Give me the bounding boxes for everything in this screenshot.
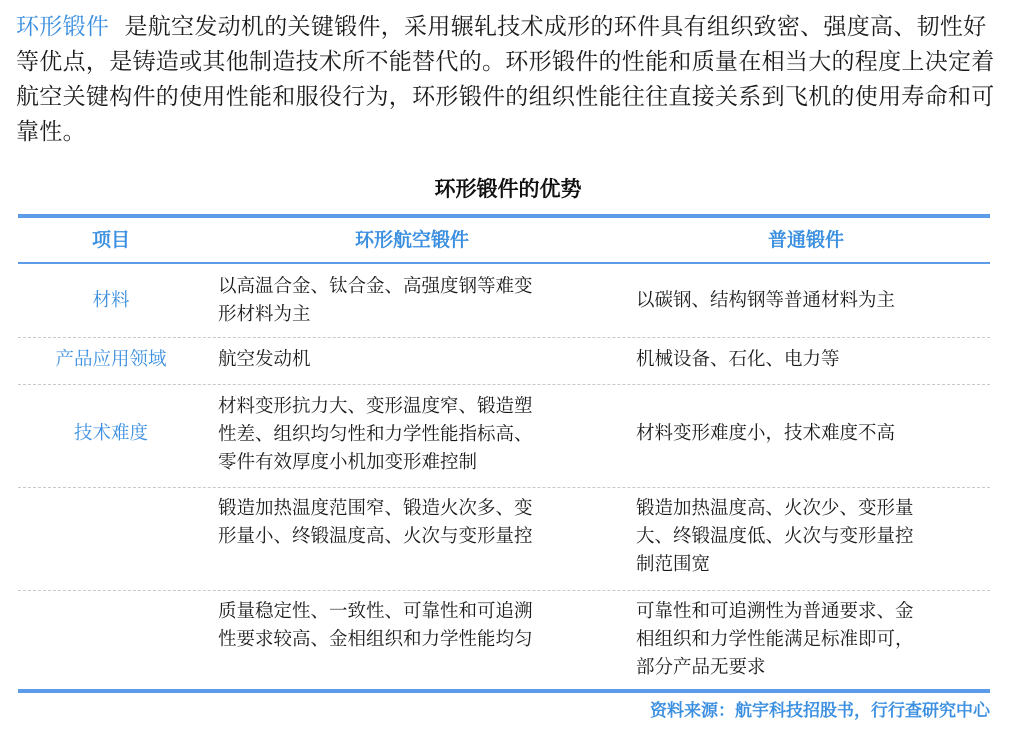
header-aero-forging: 环形航空锻件 (354, 229, 469, 251)
row-application-normal (636, 346, 990, 374)
row-divider (18, 337, 990, 338)
intro-paragraph (16, 10, 1000, 150)
row-difficulty-normal (636, 420, 990, 448)
table-cell-line: 以高温合金、钛合金、高强度钢等难变 (218, 276, 533, 297)
row-difficulty-aero (218, 393, 614, 477)
row-divider (18, 590, 990, 591)
table-cell-line: 以碳钢、结构钢等普通材料为主 (636, 290, 896, 311)
table-cell-line: 航空发动机 (218, 349, 311, 370)
table-cell-line: 锻造加热温度范围窄、锻造火次多、变 (218, 498, 533, 519)
row-application-label: 产品应用领域 (55, 349, 167, 370)
table-cell-line: 材料变形难度小，技术难度不高 (636, 423, 896, 444)
source-note: 资料来源：航宇科技招股书，行行查研究中心 (650, 701, 990, 721)
table-cell-line: 零件有效厚度小机加变形难控制 (218, 452, 478, 473)
intro-highlight: 环形锻件 (16, 14, 110, 40)
table-cell-line: 形材料为主 (218, 304, 311, 325)
table-cell-line: 可靠性和可追溯性为普通要求、金 (636, 601, 914, 622)
row-material-label: 材料 (92, 290, 130, 311)
row-divider (18, 487, 990, 488)
row-process-normal (636, 495, 990, 579)
table-cell-line: 性要求较高、金相组织和力学性能均匀 (218, 629, 533, 650)
header-rule (18, 262, 990, 264)
row-difficulty-label: 技术难度 (73, 423, 148, 444)
table-cell-line: 锻造加热温度高、火次少、变形量 (636, 498, 914, 519)
row-material-normal (636, 287, 990, 315)
intro-body: 是航空发动机的关键锻件，采用辗轧技术成形的环件具有组织致密、强度高、韧性好等优点，是铸造或其他制造技术所不能替代的。环形锻件的性能和质量在相当大的程度上决定着航空关键构件的使用性能和服役行为，环形锻件的组织性能往往直接关系到飞机的使用寿命和可靠性。 (16, 14, 995, 145)
table-cell-line: 材料变形抗力大、变形温度窄、锻造塑 (218, 396, 533, 417)
row-divider (18, 384, 990, 385)
table-cell-line: 形量小、终锻温度高、火次与变形量控 (218, 526, 533, 547)
table-cell-line: 机械设备、石化、电力等 (636, 349, 840, 370)
header-normal-forging: 普通锻件 (767, 229, 844, 251)
row-quality-aero (218, 598, 614, 654)
table-cell-line: 部分产品无要求 (636, 657, 766, 678)
table-cell-line: 相组织和力学性能满足标准即可， (636, 629, 914, 650)
table-title: 环形锻件的优势 (434, 177, 582, 201)
table-cell-line: 性差、组织均匀性和力学性能指标高、 (218, 424, 533, 445)
header-item: 项目 (91, 229, 130, 251)
table-cell-line: 大、终锻温度低、火次与变形量控 (636, 526, 914, 547)
row-process-aero (218, 495, 614, 551)
table-cell-line: 质量稳定性、一致性、可靠性和可追溯 (218, 601, 533, 622)
row-quality-normal (636, 598, 990, 682)
table-top-rule (18, 214, 990, 218)
table-bottom-rule (18, 689, 990, 693)
row-application-aero (218, 346, 614, 374)
table-cell-line: 制范围宽 (636, 554, 711, 575)
row-material-aero (218, 273, 614, 329)
